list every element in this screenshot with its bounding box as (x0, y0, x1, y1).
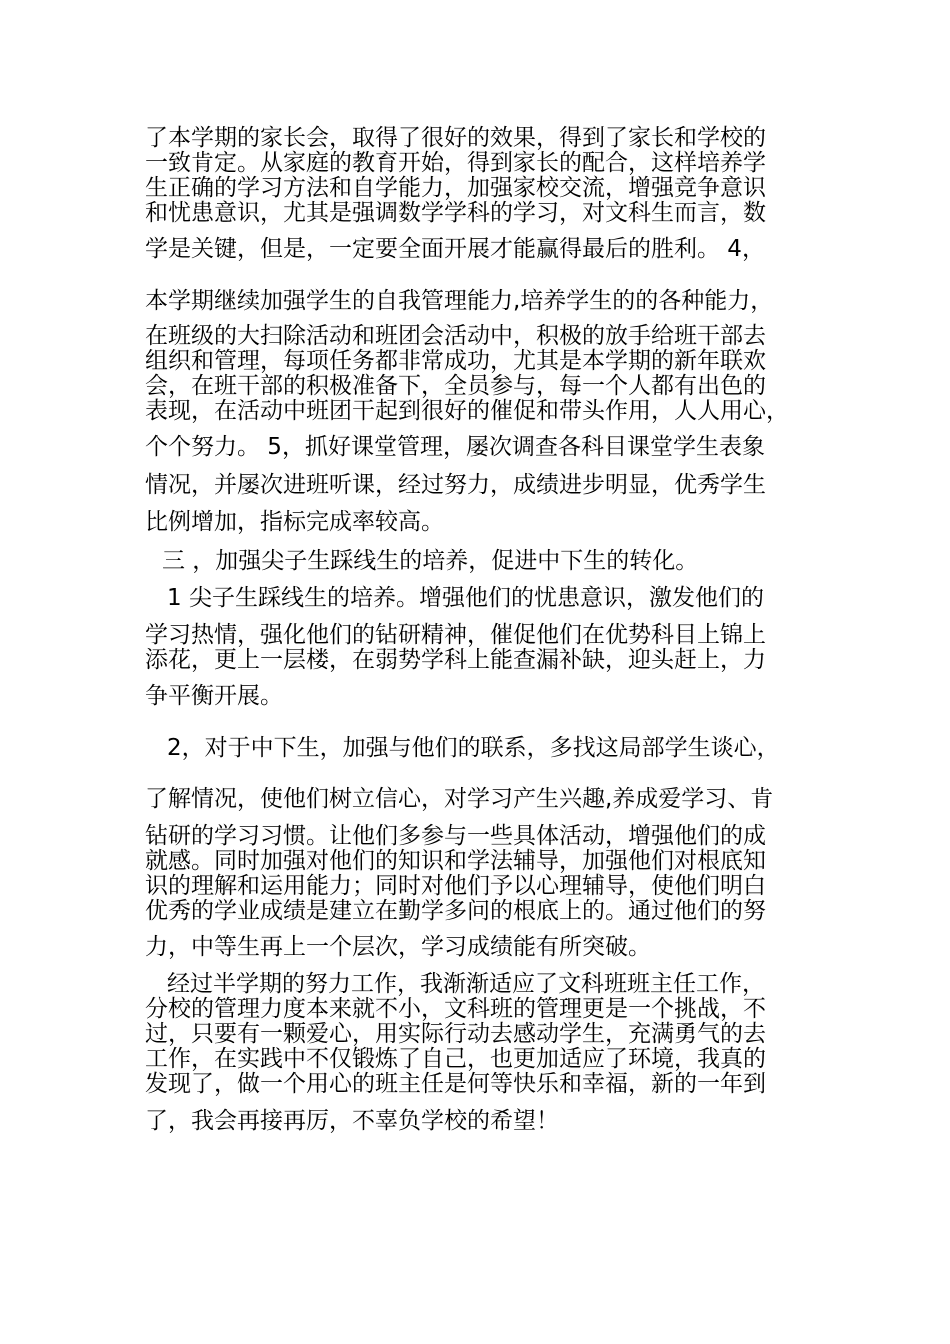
text-line: 力，中等生再上一个层次，学习成绩能有所突破。 (145, 934, 651, 960)
text-line: 会，在班干部的积极准备下，全员参与，每一个人都有出色的 (145, 373, 766, 399)
section-heading: 三 ，加强尖子生踩线生的培养，促进中下生的转化。 (162, 548, 699, 574)
text-line: 添花，更上一层楼，在弱势学科上能查漏补缺，迎头赶上，力 (145, 647, 766, 673)
text-line: 争平衡开展。 (145, 683, 283, 709)
text-line: 生正确的学习方法和自学能力，加强家校交流，增强竞争意识 (145, 175, 766, 201)
text-line: 情况，并屡次进班听课，经过努力，成绩进步明显，优秀学生 (145, 472, 766, 498)
text-line: 学是关键，但是，一定要全面开展才能赢得最后的胜利。 4， (145, 236, 765, 262)
text-line: 本学期继续加强学生的自我管理能力,培养学生的的各种能力， (145, 288, 774, 314)
text-line: 2，对于中下生，加强与他们的联系，多找这局部学生谈心， (167, 735, 780, 761)
text-line: 了解情况，使他们树立信心，对学习产生兴趣,养成爱学习、肯 (145, 786, 774, 812)
text-line: 和忧患意识，尤其是强调数学学科的学习，对文科生而言，数 (145, 200, 766, 226)
text-line: 一致肯定。从家庭的教育开始，得到家长的配合，这样培养学 (145, 150, 766, 176)
text-line: 比例增加，指标完成率较高。 (145, 509, 444, 535)
text-line: 组织和管理，每项任务都非常成功，尤其是本学期的新年联欢 (145, 348, 766, 374)
text-line: 优秀的学业成绩是建立在勤学多问的根底上的。通过他们的努 (145, 898, 766, 924)
text-line: 在班级的大扫除活动和班团会活动中，积极的放手给班干部去 (145, 323, 766, 349)
text-line: 工作，在实践中不仅锻炼了自己，也更加适应了环境，我真的 (145, 1046, 766, 1072)
text-line: 过，只要有一颗爱心，用实际行动去感动学生，充满勇气的去 (145, 1021, 766, 1047)
text-line: 经过半学期的努力工作，我渐渐适应了文科班班主任工作， (167, 971, 765, 997)
text-line: 表现，在活动中班团干起到很好的催促和带头作用，人人用心， (145, 398, 789, 424)
text-line: 学习热情，强化他们的钻研精神，催促他们在优势科目上锦上 (145, 622, 766, 648)
text-line: 了本学期的家长会，取得了很好的效果，得到了家长和学校的 (145, 125, 766, 151)
text-line: 1 尖子生踩线生的培养。增强他们的忧患意识，激发他们的 (167, 585, 764, 611)
text-line: 了，我会再接再厉，不辜负学校的希望！ (145, 1108, 559, 1134)
text-line: 发现了，做一个用心的班主任是何等快乐和幸福，新的一年到 (145, 1071, 766, 1097)
text-line: 就感。同时加强对他们的知识和学法辅导，加强他们对根底知 (145, 848, 766, 874)
text-line: 钻研的学习习惯。让他们多参与一些具体活动，增强他们的成 (145, 823, 766, 849)
text-line: 分校的管理力度本来就不小，文科班的管理更是一个挑战，不 (145, 996, 766, 1022)
text-line: 识的理解和运用能力；同时对他们予以心理辅导，使他们明白 (145, 873, 766, 899)
text-line: 个个努力。 5，抓好课堂管理，屡次调查各科目课堂学生表象 (145, 434, 765, 460)
